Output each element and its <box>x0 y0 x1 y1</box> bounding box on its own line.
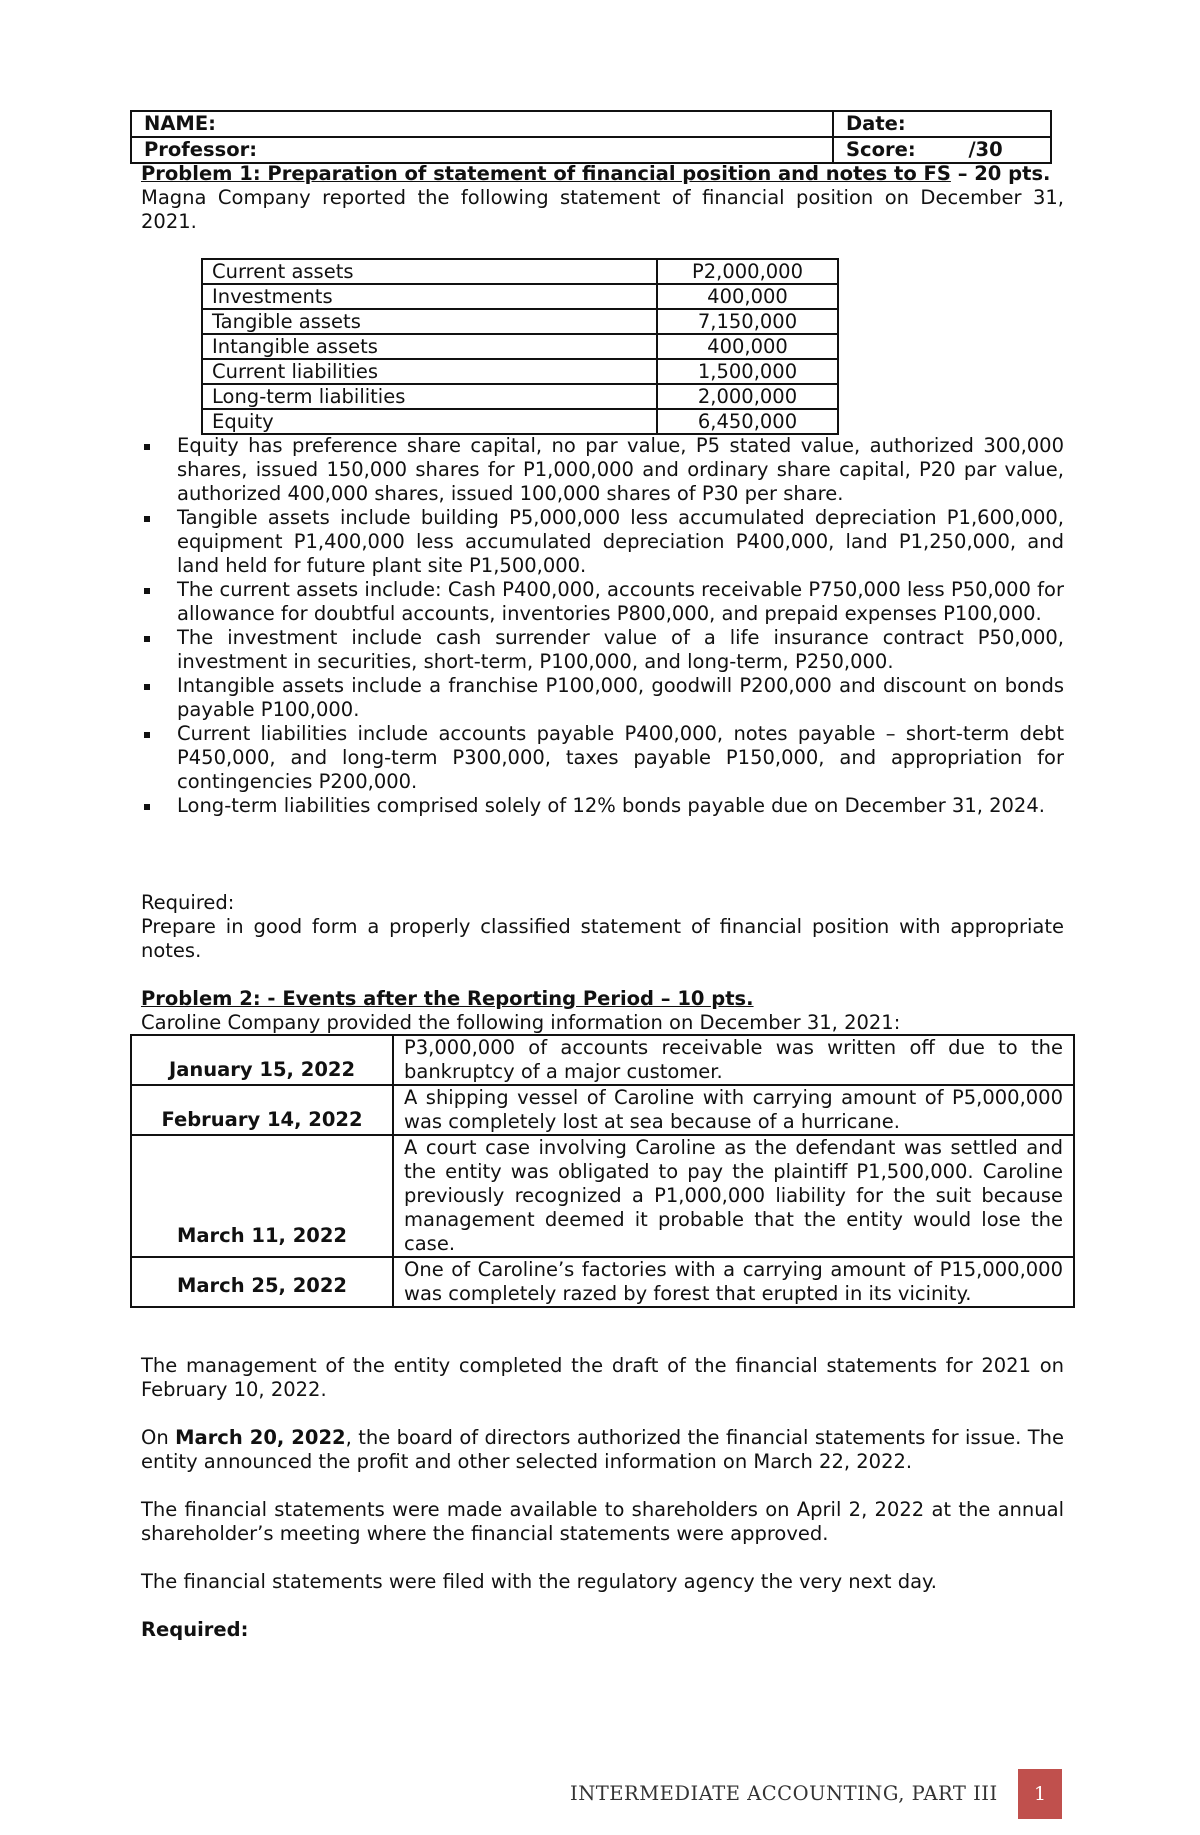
para2-post: , the board of directors authorized the financial statements for issue. The entity announced the profit and other selected information on March 22, 2022. <box>141 1426 1064 1473</box>
list-item <box>141 722 1064 794</box>
table-row <box>131 1135 1074 1257</box>
bullet-icon <box>144 684 150 690</box>
score-cell <box>833 137 1051 163</box>
table-row <box>202 309 838 334</box>
table-row <box>131 1257 1074 1307</box>
bullet-icon <box>144 804 150 810</box>
list-item <box>141 434 1064 506</box>
row-value: 6,450,000 <box>657 409 838 434</box>
name-label: NAME: <box>131 111 833 137</box>
paragraph-draft: The management of the entity completed the draft of the financial statements for 2021 on February 10, 2022. <box>141 1354 1064 1401</box>
problem1-title: Problem 1: Preparation of statement of financial position and notes to FS <box>141 162 951 185</box>
score-total: /30 <box>968 138 1003 161</box>
row-value: 400,000 <box>657 334 838 359</box>
row-value: P2,000,000 <box>657 259 838 284</box>
event-text: One of Caroline’s factories with a carrying amount of P15,000,000 was completely razed by forest that erupted in its vicinity. <box>393 1257 1074 1307</box>
date-label: Date: <box>833 111 1051 137</box>
bullet-icon <box>144 636 150 642</box>
problem1-required-label: Required: <box>141 891 235 914</box>
problem1-block <box>141 162 1064 234</box>
score-label: Score: <box>846 138 916 161</box>
list-item <box>141 674 1064 722</box>
list-item-text: Current liabilities include accounts payable P400,000, notes payable – short-term debt P450,000, and long-term P300,000, taxes payable P150,000, and appropriation for contingencies P200,000. <box>177 722 1064 793</box>
events-table <box>130 1034 1075 1308</box>
row-value: 1,500,000 <box>657 359 838 384</box>
event-date: February 14, 2022 <box>131 1085 393 1135</box>
table-row <box>202 259 838 284</box>
paragraph-shareholders: The financial statements were made available to shareholders on April 2, 2022 at the annual shareholder’s meeting where the financial statements were approved. <box>141 1498 1064 1545</box>
problem1-notes-list <box>141 434 1064 818</box>
bullet-icon <box>144 444 150 450</box>
list-item <box>141 794 1064 818</box>
problem2-paragraphs <box>141 1354 1064 1642</box>
list-item-text: The investment include cash surrender value of a life insurance contract P50,000, investment in securities, short-term, P100,000, and long-term, P250,000. <box>177 626 1064 673</box>
event-text: A court case involving Caroline as the defendant was settled and the entity was obligated to pay the plaintiff P1,500,000. Caroline previously recognized a P1,000,000 liability for the suit because management deemed it probable that the entity would lose the case. <box>393 1135 1074 1257</box>
paragraph-authorization <box>141 1426 1064 1474</box>
table-row <box>202 334 838 359</box>
bullet-icon <box>144 732 150 738</box>
list-item-text: The current assets include: Cash P400,000, accounts receivable P750,000 less P50,000 for allowance for doubtful accounts, inventories P800,000, and prepaid expenses P100,000. <box>177 578 1064 625</box>
row-label: Current liabilities <box>202 359 657 384</box>
paragraph-filing: The financial statements were filed with the regulatory agency the very next day. <box>141 1570 937 1593</box>
table-row <box>131 1035 1074 1085</box>
row-label: Investments <box>202 284 657 309</box>
event-text: A shipping vessel of Caroline with carrying amount of P5,000,000 was completely lost at sea because of a hurricane. <box>393 1085 1074 1135</box>
problem1-points: – 20 pts. <box>950 162 1051 185</box>
row-value: 2,000,000 <box>657 384 838 409</box>
bullet-icon <box>144 516 150 522</box>
row-label: Tangible assets <box>202 309 657 334</box>
table-row <box>202 409 838 434</box>
event-date: March 11, 2022 <box>131 1135 393 1257</box>
table-row <box>202 384 838 409</box>
table-row <box>202 284 838 309</box>
row-value: 400,000 <box>657 284 838 309</box>
list-item-text: Tangible assets include building P5,000,000 less accumulated depreciation P1,600,000, equipment P1,400,000 less accumulated depreciation P400,000, land P1,250,000, and land held for future plant site P1,500,000. <box>177 506 1064 577</box>
list-item-text: Long-term liabilities comprised solely of 12% bonds payable due on December 31, 2024. <box>177 794 1045 817</box>
event-date: March 25, 2022 <box>131 1257 393 1307</box>
financial-position-table <box>201 258 839 435</box>
professor-label: Professor: <box>131 137 833 163</box>
problem2-required-label: Required: <box>141 1618 249 1641</box>
problem2-block <box>141 987 1064 1035</box>
problem1-intro: Magna Company reported the following statement of financial position on December 31, 2021. <box>141 186 1064 233</box>
event-date: January 15, 2022 <box>131 1035 393 1085</box>
list-item-text: Equity has preference share capital, no par value, P5 stated value, authorized 300,000 shares, issued 150,000 shares for P1,000,000 and ordinary share capital, P20 par value, authorized 400,000 shares, issued 100,000 shares of P30 per share. <box>177 434 1064 505</box>
problem2-title: Problem 2: - Events after the Reporting Period – 10 pts. <box>141 987 754 1010</box>
list-item <box>141 578 1064 626</box>
row-label: Equity <box>202 409 657 434</box>
footer-course-title: INTERMEDIATE ACCOUNTING, PART III <box>570 1782 998 1805</box>
list-item <box>141 506 1064 578</box>
event-text: P3,000,000 of accounts receivable was written off due to the bankruptcy of a major customer. <box>393 1035 1074 1085</box>
problem1-required-text: Prepare in good form a properly classified statement of financial position with appropriate notes. <box>141 915 1064 962</box>
bullet-icon <box>144 588 150 594</box>
page-number: 1 <box>1018 1769 1062 1819</box>
list-item <box>141 626 1064 674</box>
problem2-intro: Caroline Company provided the following information on December 31, 2021: <box>141 1011 901 1034</box>
row-label: Long-term liabilities <box>202 384 657 409</box>
row-value: 7,150,000 <box>657 309 838 334</box>
student-info-table <box>130 110 1052 164</box>
row-label: Intangible assets <box>202 334 657 359</box>
problem1-required-block <box>141 891 1064 963</box>
row-label: Current assets <box>202 259 657 284</box>
table-row <box>202 359 838 384</box>
para2-pre: On <box>141 1426 176 1449</box>
list-item-text: Intangible assets include a franchise P100,000, goodwill P200,000 and discount on bonds payable P100,000. <box>177 674 1064 721</box>
problem1-heading <box>141 162 1064 186</box>
table-row <box>131 1085 1074 1135</box>
para2-date: March 20, 2022 <box>175 1426 346 1449</box>
